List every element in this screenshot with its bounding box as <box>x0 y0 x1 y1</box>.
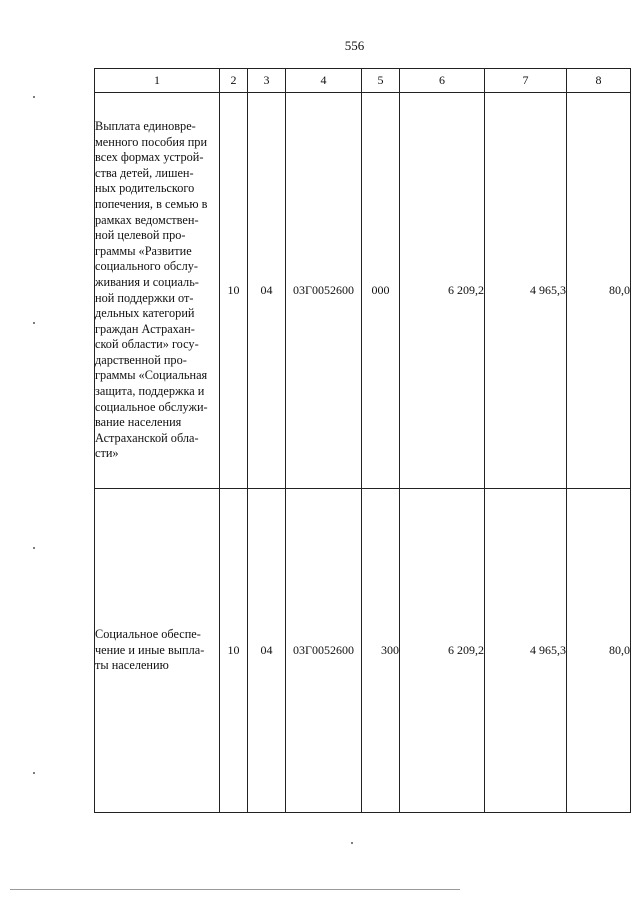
execution-percent-cell: 80,0 <box>567 489 631 813</box>
scan-speck <box>351 842 353 844</box>
target-article-cell: 03Г0052600 <box>286 93 362 489</box>
page-number: 556 <box>344 38 365 53</box>
header-col-7: 7 <box>485 69 567 93</box>
executed-amount-cell: 4 965,3 <box>485 93 567 489</box>
execution-percent-cell: 80,0 <box>567 93 631 489</box>
table-row <box>95 489 631 813</box>
table-header-row <box>95 69 631 93</box>
budget-table <box>94 68 631 813</box>
header-col-2: 2 <box>220 69 248 93</box>
expense-type-cell: 000 <box>362 93 400 489</box>
subsection-code-cell: 04 <box>248 489 286 813</box>
section-code-cell: 10 <box>220 93 248 489</box>
scan-speck <box>33 772 35 774</box>
planned-amount-cell: 6 209,2 <box>400 489 485 813</box>
expense-type-cell: 300 <box>362 489 400 813</box>
row-name-cell: Социальное обеспе- чение и иные выпла- ты населению <box>95 489 220 813</box>
target-article-cell: 03Г0052600 <box>286 489 362 813</box>
row-name-cell: Выплата единовре- менного пособия при всех формах устрой- ства детей, лишен- ных родительского попечения, в семью в рамках ведомствен- ной целевой про- граммы «Развитие социального обслу- живания и социаль- ной поддержки от- дельных категорий граждан Астрахан- ской области» госу- дарственной про- граммы «Социальная защита, поддержка и социальное обслужи- вание населения Астраханской обла- сти» <box>95 93 220 489</box>
header-col-1: 1 <box>95 69 220 93</box>
section-code-cell: 10 <box>220 489 248 813</box>
scan-speck <box>33 322 35 324</box>
table-row <box>95 93 631 489</box>
subsection-code-cell: 04 <box>248 93 286 489</box>
header-col-8: 8 <box>567 69 631 93</box>
scan-speck <box>33 96 35 98</box>
scan-speck <box>33 547 35 549</box>
header-col-4: 4 <box>286 69 362 93</box>
header-col-3: 3 <box>248 69 286 93</box>
header-col-5: 5 <box>362 69 400 93</box>
planned-amount-cell: 6 209,2 <box>400 93 485 489</box>
scan-edge-line <box>10 889 460 890</box>
executed-amount-cell: 4 965,3 <box>485 489 567 813</box>
header-col-6: 6 <box>400 69 485 93</box>
